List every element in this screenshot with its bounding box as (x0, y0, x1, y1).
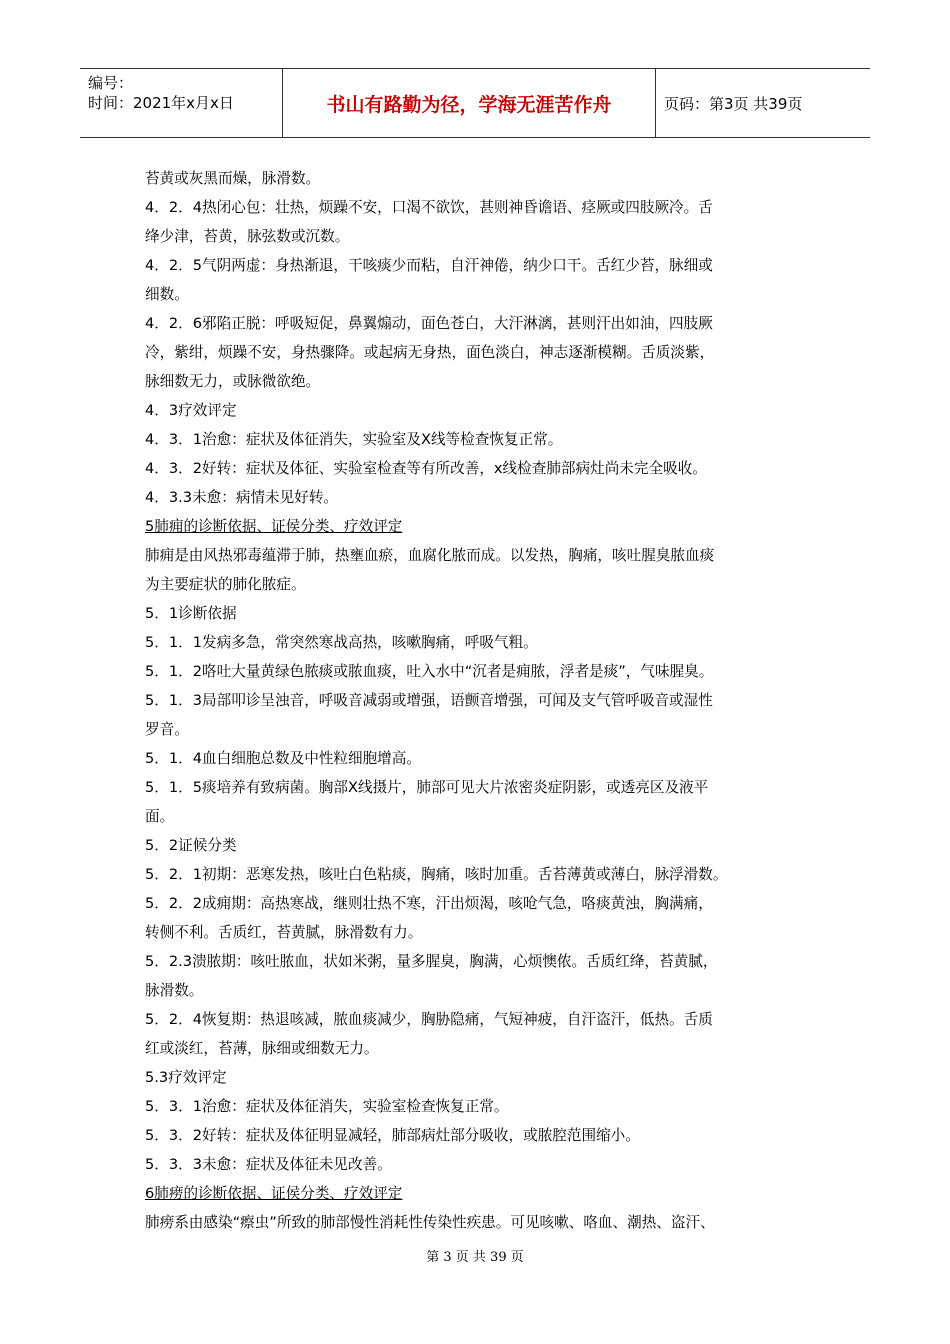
number-label: 编号： (88, 74, 134, 92)
text-line: 细数。 (145, 286, 189, 303)
time-label: 时间：2021年x月x日 (88, 94, 234, 112)
text-line: 4．3疗效评定 (145, 402, 237, 419)
text-line: 4．3．1治愈：症状及体征消失，实验室及X线等检查恢复正常。 (145, 431, 563, 448)
header-motto: 书山有路勤为径，学海无涯苦作舟 (283, 69, 656, 137)
page-header (80, 68, 870, 138)
text-line: 冷，紫绀，烦躁不安，身热骤降。或起病无身热，面色淡白，神志逐渐模糊。舌质淡紫， (145, 344, 715, 361)
text-line: 绛少津，苔黄，脉弦数或沉数。 (145, 228, 350, 245)
text-line: 5．2．1初期：恶寒发热，咳吐白色粘痰，胸痛，咳时加重。舌苔薄黄或薄白，脉浮滑数。 (145, 866, 728, 883)
text-line: 为主要症状的肺化脓症。 (145, 576, 306, 593)
header-page-info: 页码：第3页 共39页 (664, 94, 803, 113)
text-line: 红或淡红，苔薄，脉细或细数无力。 (145, 1040, 379, 1057)
text-line: 脉细数无力，或脉微欲绝。 (145, 373, 321, 390)
text-line: 5．1．5痰培养有致病菌。胸部X线摄片，肺部可见大片浓密炎症阴影，或透亮区及液平 (145, 779, 709, 796)
text-line: 转侧不利。舌质红，苔黄腻，脉滑数有力。 (145, 924, 423, 941)
text-line: 5．1．1发病多急，常突然寒战高热，咳嗽胸痛，呼吸气粗。 (145, 634, 538, 651)
text-line: 5.3疗效评定 (145, 1069, 227, 1086)
text-line: 肺痈是由风热邪毒蕴滞于肺，热壅血瘀，血腐化脓而成。以发热，胸痛，咳吐腥臭脓血痰 (145, 547, 715, 564)
text-line: 5．2．2成痈期：高热寒战，继则壮热不寒，汗出烦渴，咳呛气急，咯痰黄浊，胸满痛， (145, 895, 713, 912)
text-line: 4．3．2好转：症状及体征、实验室检查等有所改善，x线检查肺部病灶尚未完全吸收。 (145, 460, 707, 477)
page-footer: 第 3 页 共 39 页 (426, 1250, 524, 1265)
text-line: 4．2．6邪陷正脱：呼吸短促，鼻翼煽动，面色苍白，大汗淋漓，甚则汗出如油，四肢厥 (145, 315, 713, 332)
text-line: 5．1．4血白细胞总数及中性粒细胞增高。 (145, 750, 421, 767)
text-line: 5．2．4恢复期：热退咳减，脓血痰减少，胸胁隐痛，气短神疲，自汗盗汗，低热。舌质 (145, 1011, 713, 1028)
text-line: 脉滑数。 (145, 982, 204, 999)
text-line: 5．3．1治愈：症状及体征消失，实验室检查恢复正常。 (145, 1098, 509, 1115)
text-line: 5．3．2好转：症状及体征明显减轻，肺部病灶部分吸收，或脓腔范围缩小。 (145, 1127, 640, 1144)
text-line: 5．3．3未愈：症状及体征未见改善。 (145, 1156, 392, 1173)
text-line: 肺痨系由感染“瘵虫”所致的肺部慢性消耗性传染性疾患。可见咳嗽、咯血、潮热、盗汗、 (145, 1214, 715, 1231)
text-line: 4．3.3未愈：病情未见好转。 (145, 489, 339, 506)
section-heading: 6肺痨的诊断依据、证侯分类、疗效评定 (145, 1185, 403, 1202)
text-line: 面。 (145, 808, 175, 825)
text-line: 5．1诊断依据 (145, 605, 237, 622)
text-line: 苔黄或灰黑而燥，脉滑数。 (145, 170, 321, 187)
text-line: 4．2．5气阴两虚：身热渐退，干咳痰少而粘，自汗神倦，纳少口干。舌红少苔，脉细或 (145, 257, 713, 274)
text-line: 5．1．3局部叩诊呈浊音，呼吸音减弱或增强，语颤音增强，可闻及支气管呼吸音或湿性 (145, 692, 713, 709)
header-meta (80, 69, 283, 137)
text-line: 罗音。 (145, 721, 189, 738)
text-line: 5．1．2咯吐大量黄绿色脓痰或脓血痰，吐入水中“沉者是痈脓，浮者是痰”，气味腥臭。 (145, 663, 714, 680)
text-line: 4．2．4热闭心包：壮热，烦躁不安，口渴不欲饮，甚则神昏谵语、痉厥或四肢厥冷。舌 (145, 199, 713, 216)
section-heading: 5肺痈的诊断依据、证侯分类、疗效评定 (145, 518, 403, 535)
document-body (145, 164, 805, 1237)
text-line: 5．2证候分类 (145, 837, 237, 854)
text-line: 5．2.3溃脓期：咳吐脓血，状如米粥，量多腥臭，胸满，心烦懊侬。舌质红绛，苔黄腻， (145, 953, 718, 970)
